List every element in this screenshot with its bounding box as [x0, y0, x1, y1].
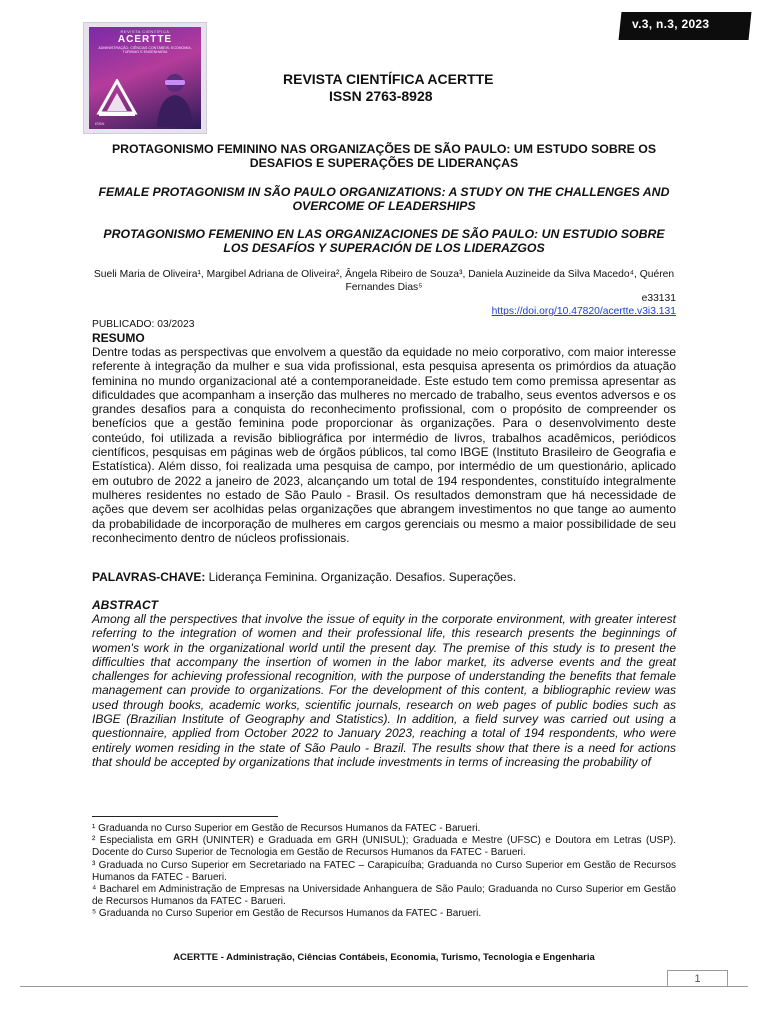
footnote-item: ⁴ Bacharel em Administração de Empresas na Universidade Anhanguera de São Paulo; Graduanda no Curso Superior em Gestão de Recursos Humanos da FATEC - Barueri. — [92, 884, 676, 908]
article-id: e33131 — [641, 293, 676, 304]
doi-link[interactable]: https://doi.org/10.47820/acertte.v3i3.131 — [491, 306, 676, 317]
keywords-label: PALAVRAS-CHAVE: — [92, 570, 206, 584]
cover-title: ACERTTE — [117, 34, 173, 45]
article-title-spanish: PROTAGONISMO FEMENINO EN LAS ORGANIZACIONES DE SÃO PAULO: UN ESTUDIO SOBRE LOS DESAFÍOS Y SUPERACIÓN DE LOS LIDERAZGOS — [103, 227, 665, 255]
cover-subtitle: ADMINISTRAÇÃO, CIÊNCIAS CONTÁBEIS, ECONOMIA, TURISMO E ENGENHARIA — [98, 46, 192, 54]
resumo-heading: RESUMO — [92, 331, 145, 345]
footnote-item: ² Especialista em GRH (UNINTER) e Graduada em GRH (UNISUL); Graduada e Mestre (UFSC) e Doutora em Letras (USP). Docente do Curso Superior de Tecnologia em Gestão de Recursos Humanos da FATEC - Barueri. — [92, 835, 676, 859]
abstract-heading: ABSTRACT — [92, 598, 158, 612]
footnote-item: ³ Graduada no Curso Superior em Secretariado na FATEC – Carapicuíba; Graduanda no Curso Superior em Gestão de Recursos Humanos da FATEC - Barueri. — [92, 859, 676, 883]
footnote-item: ⁵ Graduanda no Curso Superior em Gestão de Recursos Humanos da FATEC - Barueri. — [92, 908, 482, 920]
publication-date: PUBLICADO: 03/2023 — [92, 319, 195, 330]
journal-name: REVISTA CIENTÍFICA ACERTTE — [283, 71, 494, 87]
footer-divider — [20, 986, 748, 987]
keywords-text: Liderança Feminina. Organização. Desafios. Superações. — [205, 570, 517, 584]
cover-issn-label: ISSN — [95, 121, 105, 126]
volume-issue-label: v.3, n.3, 2023 — [632, 17, 710, 31]
article-title-english: FEMALE PROTAGONISM IN SÃO PAULO ORGANIZATIONS: A STUDY ON THE CHALLENGES AND OVERCOME OF LEADERSHIPS — [98, 185, 670, 213]
abstract-paragraph: Among all the perspectives that involve the issue of equity in the corporate environment, with greater interest referring to the integration of women and their professional life, this research presents the beginnings of women's work in the organizational world until the present day. The premise of this study is to present the difficulties that accompany the insertion of women in the labor market, its adverse events and the great challenges for achieving professional recognition, with the purpose of understanding the benefits that female management can provide to organizations. For the development of this content, a bibliographic review was used through books, academic works, scientific journals, research on web pages of public bodies such as IBGE (Brazilian Institute of Geography and Statistics). In addition, a field survey was carried out using a questionnaire, applied from October 2022 to January 2023, reaching a total of 194 respondents, who were entirely women residing in the state of São Paulo - Brazil. The results show that there is a need for actions that should be accepted by organizations that include investments in terms of increasing the probability of — [92, 612, 676, 769]
journal-issn: ISSN 2763-8928 — [329, 88, 433, 104]
resumo-paragraph: Dentre todas as perspectivas que envolvem a questão da equidade no meio corporativo, com maior interesse referente à integração da mulher e sua vida profissional, esta pesquisa apresenta os primórdios da atuação feminina no mundo organizacional até a contemporaneidade. Este estudo tem como premissa apresentar as dificuldades que acompanham a inserção das mulheres no mercado de trabalho, seus eventos adversos e os grandes desafios para a conquista do reconhecimento profissional, com o propósito de compreender os benefícios que a gestão feminina pode proporcionar às organizações. Para o desenvolvimento deste conteúdo, foi utilizada a revisão bibliográfica por intermédio de livros, trabalhos acadêmicos, periódicos científicos, pesquisas em páginas web de órgãos públicos, tal como IBGE (Instituto Brasileiro de Geografia e Estatística). Além disso, foi realizada uma pesquisa de campo, por intermédio de um questionário, aplicado em outubro de 2022 a janeiro de 2023, alcançando um total de 194 respondentes, constituído integralmente mulheres residentes no estado de São Paulo - Brasil. Os resultados demonstram que há necessidade de ações que devem ser acolhidas pelas organizações que abrangem investimentos no que tange ao aumento da probabilidade de incorporação de mulheres em cargos gerenciais ou mesmo a maior possibilidade de seu reconhecimento dentro de núcleos profissionais. — [92, 345, 676, 545]
author-list: Sueli Maria de Oliveira¹, Margibel Adriana de Oliveira², Ângela Ribeiro de Souza³, Daniela Auzineide da Silva Macedo⁴, Quéren Fernandes Dias⁵ — [93, 269, 675, 293]
footnote-divider — [92, 816, 278, 817]
page-number: 1 — [694, 973, 701, 985]
footnotes — [92, 823, 676, 921]
keywords-line — [92, 570, 516, 584]
page-footer: ACERTTE - Administração, Ciências Contábeis, Economia, Turismo, Tecnologia e Engenharia — [173, 952, 595, 963]
cover-small-text: REVISTA CIENTÍFICA — [120, 29, 170, 34]
footnote-item: ¹ Graduanda no Curso Superior em Gestão de Recursos Humanos da FATEC - Barueri. — [92, 823, 481, 834]
article-title-portuguese: PROTAGONISMO FEMININO NAS ORGANIZAÇÕES DE SÃO PAULO: UM ESTUDO SOBRE OS DESAFIOS E SUPERAÇÕES DE LIDERANÇAS — [111, 142, 657, 170]
